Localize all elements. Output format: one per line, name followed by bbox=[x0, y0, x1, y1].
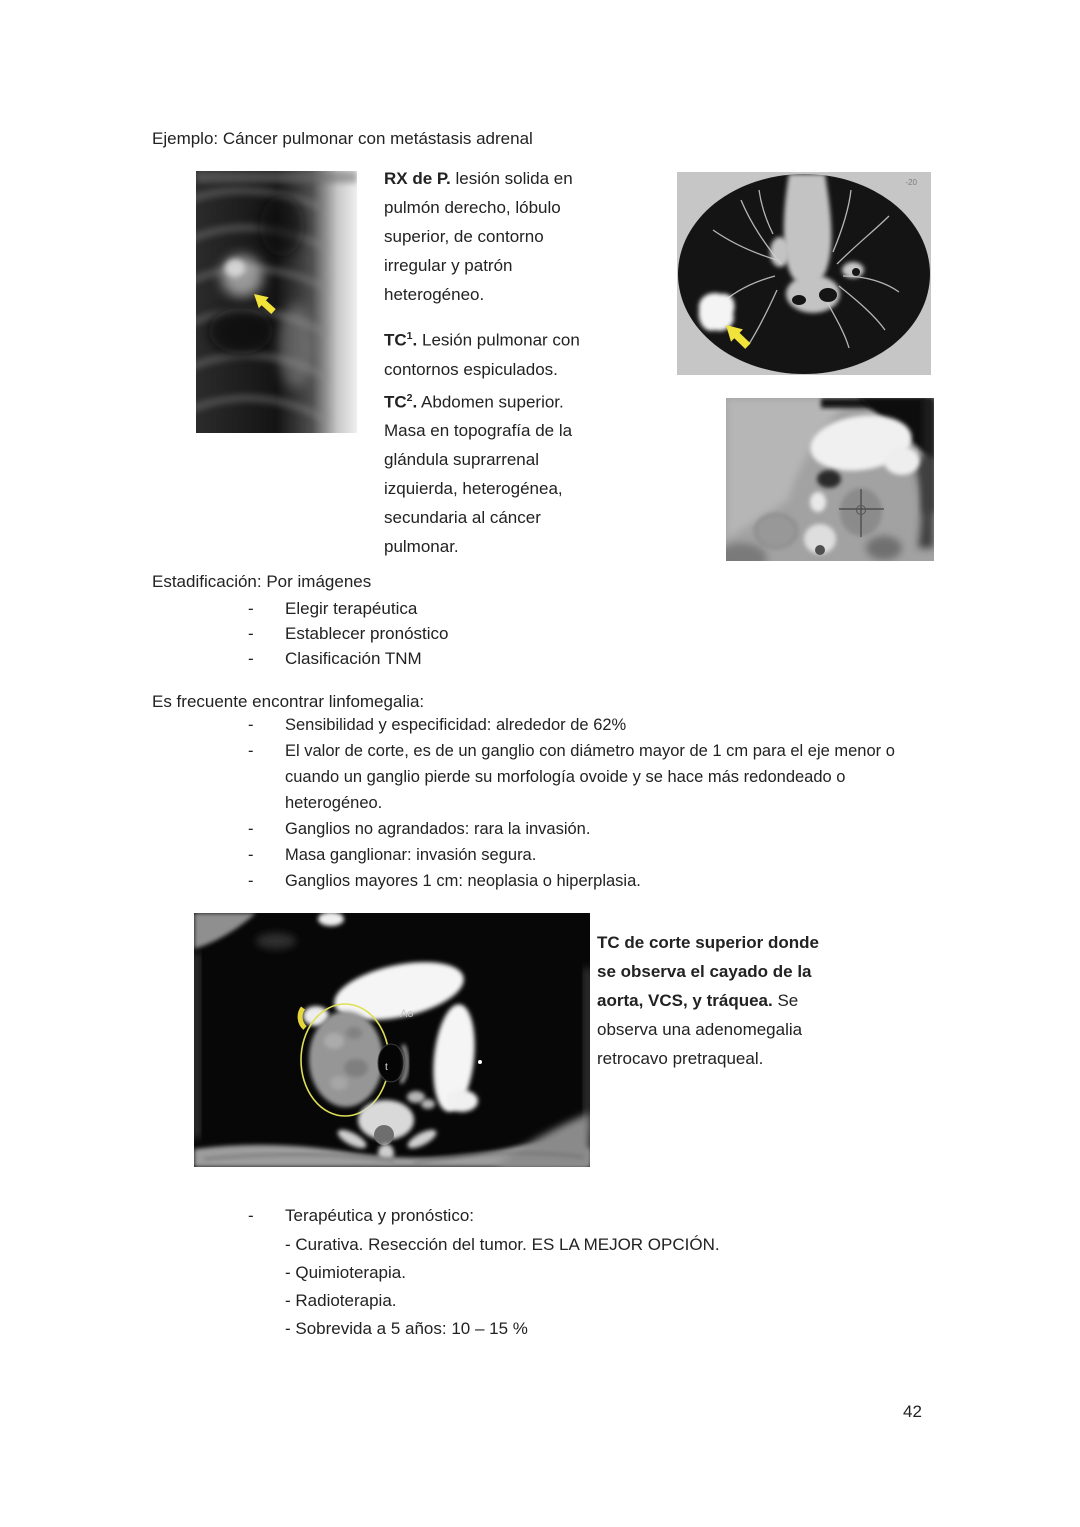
bullet-dash: - bbox=[248, 1206, 254, 1225]
section-linfomegalia-heading: Es frecuente encontrar linfomegalia: bbox=[152, 692, 425, 711]
ao-label: Ao bbox=[400, 1008, 414, 1020]
bullet-dash: - bbox=[248, 624, 254, 643]
terapeutica-subitem: - Curativa. Resección del tumor. ES LA MEJOR OPCIÓN. bbox=[285, 1235, 720, 1254]
caption-column-top bbox=[384, 164, 589, 561]
terapeutica-heading: Terapéutica y pronóstico: bbox=[285, 1206, 474, 1225]
page-number: 42 bbox=[903, 1402, 922, 1421]
t-label: t bbox=[385, 1062, 388, 1073]
terapeutica-subitem: - Sobrevida a 5 años: 10 – 15 % bbox=[285, 1319, 528, 1338]
list-item: - Masa ganglionar: invasión segura. bbox=[248, 842, 935, 868]
list-item: - El valor de corte, es de un ganglio con diámetro mayor de 1 cm para el eje menor o cuando un ganglio pierde su morfología ovoide y se hace más redondeado o heterogéneo. bbox=[248, 738, 935, 816]
list-item: - Ganglios no agrandados: rara la invasión. bbox=[248, 816, 935, 842]
terapeutica-subitem: - Quimioterapia. bbox=[285, 1263, 406, 1282]
list-terapeutica bbox=[285, 1231, 720, 1343]
list-item: - Ganglios mayores 1 cm: neoplasia o hiperplasia. bbox=[248, 868, 935, 894]
caption-tc2: $TC^2$. Abdomen superior. Masa en topografía de la glándula suprarrenal izquierda, heterogénea, secundaria al cáncer pulmonar. bbox=[384, 391, 573, 557]
bullet-dash: - bbox=[248, 649, 254, 668]
bullet-dash: - bbox=[248, 716, 254, 734]
figure-ct-abdomen bbox=[726, 398, 934, 561]
bullet-dash: - bbox=[248, 599, 254, 618]
caption-ct-large: TC de corte superior donde se observa el cayado de la aorta, VCS, y tráquea. Se observa una adenomegalia retrocavo pretraqueal. bbox=[597, 933, 819, 1068]
list-item: - Establecer pronóstico bbox=[248, 621, 448, 646]
list-item: - Sensibilidad y especificidad: alrededor de 62% bbox=[248, 712, 935, 738]
bullet-dash: - bbox=[248, 846, 254, 864]
list-item: - Clasificación TNM bbox=[248, 646, 448, 671]
bullet-dash: - bbox=[248, 820, 254, 838]
section-estadificacion-heading: Estadificación: Por imágenes bbox=[152, 572, 372, 591]
bullet-dash: - bbox=[248, 872, 254, 890]
list-estadificacion bbox=[248, 596, 448, 671]
bullet-dash: - bbox=[248, 742, 254, 760]
section-terapeutica bbox=[248, 1203, 474, 1228]
ct-corner-label: -20 bbox=[905, 178, 917, 187]
figure-ct-lung bbox=[677, 172, 931, 375]
ct-trachea bbox=[378, 1044, 404, 1082]
page-title: Ejemplo: Cáncer pulmonar con metástasis adrenal bbox=[152, 129, 533, 148]
ct-lung-lesion bbox=[699, 293, 735, 331]
xray-lesion bbox=[221, 255, 263, 297]
terapeutica-subitem: - Radioterapia. bbox=[285, 1291, 397, 1310]
figure-ct-large bbox=[194, 913, 590, 1167]
ct-adenomegaly-mass bbox=[309, 1011, 383, 1107]
caption-rx: RX de P. lesión solida en pulmón derecho, lóbulo superior, de contorno irregular y patrón heterogéneo. bbox=[384, 169, 573, 304]
chest-xray-image bbox=[196, 171, 357, 433]
ct-mediastinum bbox=[784, 174, 832, 285]
list-linfomegalia bbox=[248, 712, 935, 894]
ct-large-image bbox=[194, 913, 590, 1167]
ct-kidney bbox=[755, 514, 797, 548]
figure-chest-xray bbox=[196, 171, 357, 433]
ct-abdomen-image bbox=[726, 398, 934, 561]
list-item: - Elegir terapéutica bbox=[248, 596, 448, 621]
list-item bbox=[248, 1203, 474, 1228]
ct-lung-image bbox=[677, 172, 931, 375]
caption-rx-label: RX de P. bbox=[384, 169, 451, 188]
caption-tc1: $TC^1$. Lesión pulmonar con contornos espiculados. bbox=[384, 330, 580, 379]
